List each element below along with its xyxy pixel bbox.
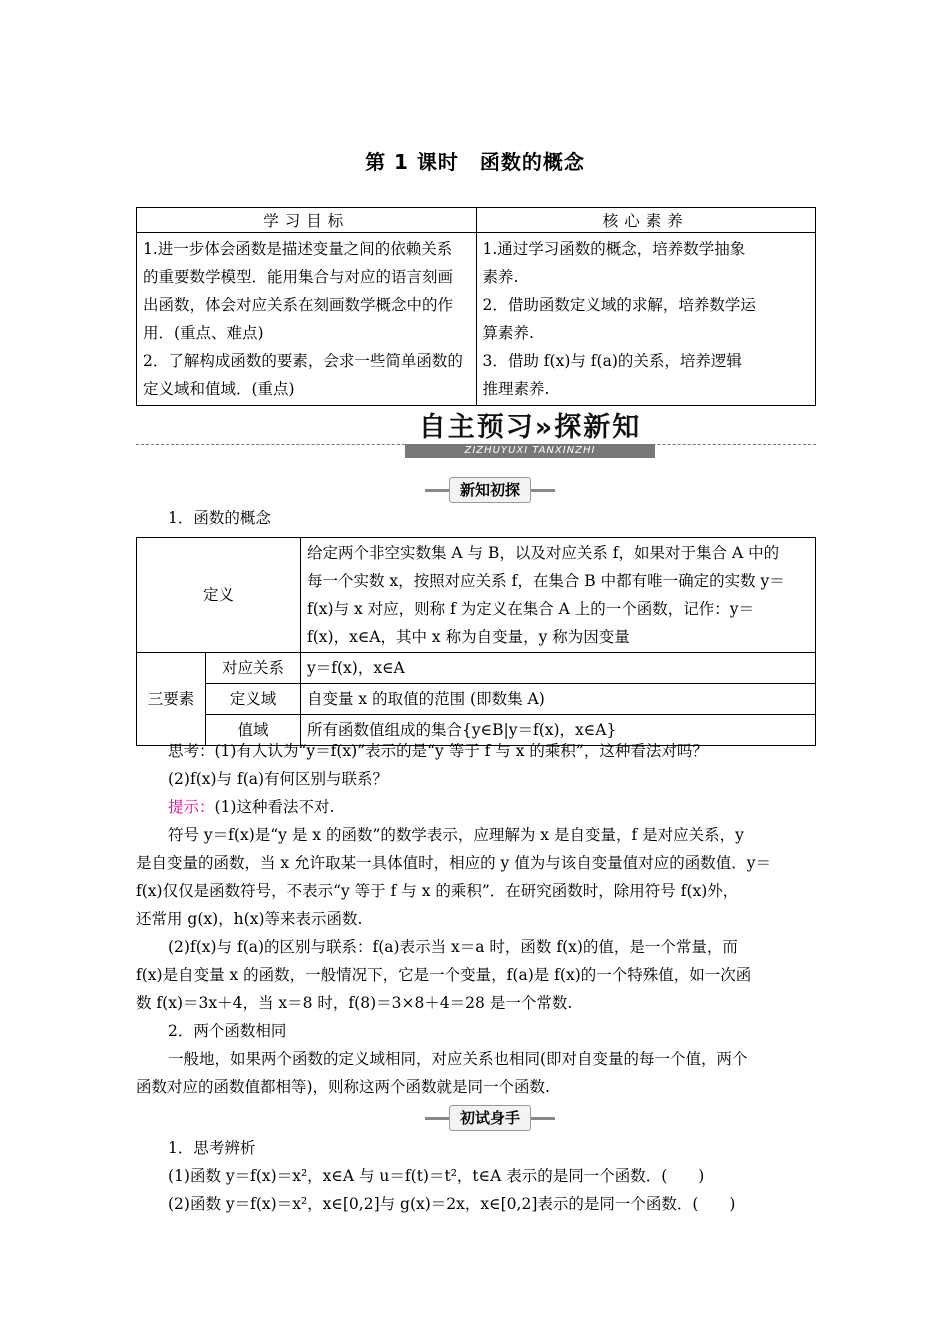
paragraph: 一般地，如果两个函数的定义域相同，对应关系也相同(即对自变量的每一个值，两个 函数对应的函数值都相等)，则称这两个函数就是同一个函数.: [136, 1050, 748, 1096]
three-elements-label: 三要素: [137, 653, 206, 746]
section-banner: [400, 412, 660, 462]
element-value: 自变量 x 的取值的范围 (即数集 A): [301, 684, 816, 715]
element-name: 定义域: [206, 684, 301, 715]
section-heading: 1．函数的概念: [168, 509, 271, 527]
think-question: (2)f(x)与 f(a)有何区别与联系？: [168, 770, 389, 788]
hint: 提示：(1)这种看法不对.: [168, 798, 335, 816]
paragraph: (2)f(x)与 f(a)的区别与联系：f(a)表示当 x＝a 时，函数 f(x)的值，是一个常量，而 f(x)是自变量 x 的函数，一般情况下，它是一个变量，f(a)是 f(x)的一个特殊值，如一次函 数 f(x)＝3x＋4，当 x＝8 时，f(8)＝3×8＋4＝28 是一个常数.: [136, 938, 752, 1012]
literacy-line: 推理素养.: [482, 380, 550, 398]
section-tag: 初试身手: [425, 1105, 555, 1129]
element-name: 对应关系: [206, 653, 301, 684]
exercise-heading: 1．思考辨析: [168, 1139, 256, 1157]
definition-text: 给定两个非空实数集 A 与 B，以及对应关系 f，如果对于集合 A 中的 每一个实数 x，按照对应关系 f，在集合 B 中都有唯一确定的实数 y＝ f(x)与 x 对应，则称 f 为定义在集合 A 上的一个函数，记作：y＝ f(x)，x∈A，其中 x 称为自变量，y 称为因变量: [301, 538, 816, 653]
literacy-line: 算素养.: [482, 324, 534, 342]
element-name: 值域: [206, 715, 301, 746]
goals-line: 用．(重点、难点): [143, 324, 264, 342]
literacy-line: 素养.: [482, 268, 519, 286]
exercise-item: (1)函数 y＝f(x)＝x²，x∈A 与 u＝f(t)＝t²，t∈A 表示的是同一个函数．( ): [168, 1167, 705, 1185]
definition-label: 定义: [137, 538, 301, 653]
literacy-line: 1.通过学习函数的概念，培养数学抽象: [482, 240, 746, 258]
think-question: 思考：(1)有人认为“y＝f(x)”表示的是“y 等于 f 与 x 的乘积”，这种看法对吗？: [168, 742, 708, 760]
exercise-item: (2)函数 y＝f(x)＝x²，x∈[0,2]与 g(x)＝2x，x∈[0,2]表示的是同一个函数．( ): [168, 1195, 736, 1213]
section-tag: 新知初探: [425, 477, 555, 501]
goals-line: 定义域和值域．(重点): [143, 380, 295, 398]
literacy-line: 3．借助 f(x)与 f(a)的关系，培养逻辑: [482, 352, 742, 370]
literacy-line: 2．借助函数定义域的求解，培养数学运: [482, 296, 756, 314]
banner-subtitle: ZIZHUYUXI TANXINZHI: [405, 444, 655, 458]
goals-header: 学习目标: [137, 208, 477, 233]
literacy-header: 核心素养: [476, 208, 816, 233]
banner-title: 自主预习»探新知: [413, 412, 647, 444]
double-arrow-icon: »: [534, 412, 555, 443]
goals-line: 的重要数学模型．能用集合与对应的语言刻画: [143, 268, 454, 286]
learning-goals-table: [136, 207, 816, 406]
literacy-cell: [476, 233, 816, 406]
goals-cell: [137, 233, 477, 406]
element-value: y＝f(x)，x∈A: [301, 653, 816, 684]
hint-label: 提示：: [168, 798, 215, 816]
goals-line: 出函数，体会对应关系在刻画数学概念中的作: [143, 296, 454, 314]
element-value: 所有函数值组成的集合{y∈B|y＝f(x)，x∈A}: [301, 715, 816, 746]
goals-line: 2．了解构成函数的要素，会求一些简单函数的: [143, 352, 463, 370]
paragraph: 符号 y＝f(x)是“y 是 x 的函数”的数学表示，应理解为 x 是自变量，f 是对应关系，y 是自变量的函数，当 x 允许取某一具体值时，相应的 y 值为与该自变量值对应的函数值．y＝ f(x)仅仅是函数符号，不表示“y 等于 f 与 x 的乘积”．在研究函数时，除用符号 f(x)外， 还常用 g(x)，h(x)等来表示函数.: [136, 826, 771, 928]
page-title: 第 1 课时 函数的概念: [365, 150, 585, 174]
function-concept-table: [136, 537, 816, 746]
section-heading: 2．两个函数相同: [168, 1022, 287, 1040]
goals-line: 1.进一步体会函数是描述变量之间的依赖关系: [143, 240, 453, 258]
